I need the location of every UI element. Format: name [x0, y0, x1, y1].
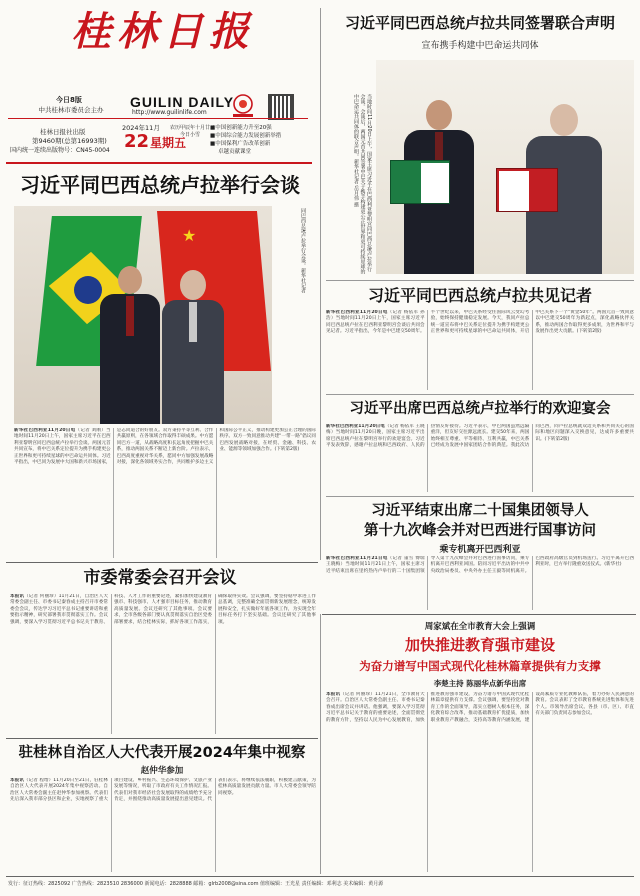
- article4-subhead: 乘专机离开巴西利亚: [439, 545, 521, 555]
- masthead-divider: [8, 118, 308, 119]
- masthead: [0, 0, 315, 160]
- article6-byline: 本报讯: [326, 692, 341, 697]
- lead-body: [14, 428, 316, 558]
- article7-byline: 本报讯: [10, 778, 24, 783]
- lower-section-rule-right: [322, 614, 636, 615]
- publication-info-1: 桂林日报社出版: [40, 128, 86, 136]
- lower-column-divider: [320, 614, 321, 874]
- lower-section-rule: [6, 562, 318, 563]
- article6-text: （记者 何丽珍）11月21日，全市教育大会召开。自治区人大常委会副主任、市委书记秦春成出席会议并讲话。他强调，要深入学习贯彻习近平总书记关于教育的重要论述，全面贯彻党的教育方针，坚持以人民为中心发展教育，加快推进教育强市建设，为奋力谱写中国式现代化桂林篇章提供有力支撑。会议强调，要坚持党对教育工作的全面领导，落实立德树人根本任务，深化教育综合改革，推动基础教育扩优提质，加快职业教育产教融合，支持高等教育内涵发展，建设高素质专业化教师队伍，着力办好人民满意的教育。会议表彰了全市教育系统先进集体和先进个人。市领导出席会议。各县（市、区）、市直有关部门负责同志参加会议。: [326, 692, 634, 723]
- qr-code-icon: [268, 94, 294, 120]
- article3-text: （记者 杨依军 王晓梅）当地时间11月20日晚，国家主席习近平出席巴西总统卢拉在黎明宫举行的欢迎宴会。习近平发表致辞，感谢卢拉总统和巴西政府、人民的热情友好接待。习近平表示，中巴两国虽然远隔重洋，但友好交往源远流长。建交50年来，两国始终相互尊重、平等相待、互利共赢，中巴关系已经成为发展中国家团结合作的典范。我此次访问巴西，同卢拉总统就双边关系和共同关心的国际和地区问题深入交换意见，达成许多重要共识。(下转第2版): [326, 424, 634, 449]
- masthead-logo-text: GUILIN DAILY: [130, 94, 235, 110]
- website-url[interactable]: http://www.guilinlife.com: [132, 109, 207, 116]
- right-top-caption: 当地时间11月20日上午，国家主席习近平在巴西利亚黎明宫同巴西总统卢拉举行会谈。会谈后，两国元首共同签署中巴关于携手构建更公正世界和更可持续星球的中巴命运共同体的联合声明。新华社记者 岳月伟 摄: [353, 94, 372, 274]
- signing-photo: [376, 60, 634, 274]
- article2-headline: 习近平同巴西总统卢拉共见记者: [367, 286, 592, 305]
- article2-byline: 新华社巴西利亚11月20日电: [326, 310, 388, 315]
- article4-headline-2: 第十九次峰会并对巴西进行国事访问: [364, 523, 596, 539]
- article5-text: （记者 何丽珍）11月21日，自治区人大常委会副主任、市委书记秦春成主持召开市委常委会会议，传达学习习近平总书记重要讲话和重要指示精神，研究部署我市贯彻落实工作。会议强调，要深入学习贯彻习近平总书记关于教育、科技、人才工作的重要论述，紧扣加快建设教育强市、科技强市、人才强市目标任务，推动教育高质量发展。会议还研究了其他事项。会议要求，全市各级各部门要认真贯彻落实自治区党委部署要求，结合桂林实际，抓好各项工作落实，确保取得实效。会议强调，要坚持稳中求进工作总基调，完整准确全面贯彻新发展理念，统筹发展和安全，扎实做好年底各项工作，为实现全年目标任务打下坚实基础。会议还研究了其他事项。: [10, 594, 316, 625]
- article7-text: （记者 程增）11月20日至21日，驻桂林自治区人大代表开展2024年集中视察活动。自治区人大常委会副主任赵仲华参加视察。代表们先后深入我市部分县区和企业，实地视察了重大项目建设、乡村振兴、生态环境保护、文旅产业发展等情况，听取了市政府有关工作情况汇报。代表们对我市经济社会发展取得的成绩给予充分肯定，并围绕推动高质量发展提出意见建议。代表们表示，将继续依法履职，积极建言献策，为桂林高质量发展贡献力量。市人大常委会领导陪同视察。: [10, 778, 316, 803]
- article6-kicker: 周家斌在全市教育大会上强调: [424, 622, 536, 632]
- divider-4: [6, 738, 318, 739]
- masthead-bottom-rule: [6, 162, 312, 164]
- index-item-2: ■中国综合能力发展创新举措: [210, 133, 282, 139]
- divider-1: [326, 280, 634, 281]
- article5-byline: 本报讯: [10, 594, 25, 599]
- index-item-4: 卓越贡献课堂: [218, 149, 252, 155]
- date-weekday: 星期五: [150, 136, 187, 150]
- green-folder: [390, 160, 450, 204]
- article3-headline: 习近平出席巴西总统卢拉举行的欢迎宴会: [349, 401, 611, 417]
- index-item-3: ■中国保利广告改革创新: [210, 141, 271, 147]
- lunar-date: 农历甲辰年十月廿二: [170, 125, 216, 131]
- red-folder: [496, 168, 558, 212]
- article7-headline: 驻桂林自治区人大代表开展2024年集中视察: [18, 745, 306, 761]
- solar-term: 今日小雪: [180, 132, 201, 138]
- divider-2: [326, 394, 634, 395]
- lead-photo: ★: [14, 206, 272, 424]
- article5-headline: 市委常委会召开会议: [83, 568, 237, 588]
- right-top-headline: 习近平同巴西总统卢拉共同签署联合声明: [344, 14, 615, 32]
- article6-headline-1: 加快推进教育强市建设: [404, 636, 555, 654]
- right-top-subhead: 宣布携手构建中巴命运共同体: [421, 41, 539, 51]
- article5-body: [10, 594, 316, 734]
- figure-right: [162, 270, 224, 424]
- index-item-1: ■中国创新能力升至20强: [210, 125, 272, 131]
- publication-info-2: 第9460期(总第16993期): [32, 137, 107, 145]
- article4-text: （记者 董雪 傅瑞 王晓梅）当地时间11月21日上午，国家主席习近平结束出席在里约热内卢举行的二十国集团领导人第十九次峰会并对巴西进行国事访问，乘专机离开巴西利亚回国。陪同习近平出访的中共中央政治局委员、中央外办主任王毅等同机离开。巴西政府高级官员到机场送行。习近平离开巴西利亚时，巴方举行隆重欢送仪式。(新华社): [326, 556, 634, 574]
- date-line: 2024年11月: [122, 124, 160, 132]
- article2-body: [326, 310, 634, 390]
- article4-byline: 新华社巴西利亚11月21日电: [326, 556, 388, 561]
- divider-3: [326, 496, 634, 497]
- figure-left: [100, 266, 160, 424]
- article7-body: [10, 778, 316, 872]
- article6-byline-line: 李楚主持 陈丽华点新华出席: [433, 679, 527, 688]
- article3-body: [326, 424, 634, 492]
- lead-headline: 习近平同巴西总统卢拉举行会谈: [20, 173, 300, 197]
- footer-rule: [6, 876, 634, 877]
- edition-count: 今日8版: [56, 96, 82, 104]
- article2-text: （记者 杨依军 孙浩）当地时间11月20日上午，国家主席习近平同巴西总统卢拉在巴西利亚黎明宫会谈后共同会见记者。习近平指出，今年是中巴建交50周年。半个世纪以来，中巴关系经受住国际风云变幻考验，始终保持健康稳定发展。今天，我同卢拉总统一道宣布将中巴关系定位提升为携手构建更公正世界和更可持续星球的中巴命运共同体，开启中巴关系下一个“黄金50年”。两国元首一致同意以中巴建交50周年为新起点，深化战略伙伴关系，推动两国合作取得更多成果，为世界和平与发展作出更大贡献。(下转第2版): [326, 310, 634, 335]
- article6-headline-2: 为奋力谱写中国式现代化桂林篇章提供有力支撑: [359, 659, 601, 673]
- article6-body: [326, 692, 634, 872]
- page-column-divider: [320, 8, 321, 560]
- article4-body: [326, 556, 634, 610]
- article4-headline-1: 习近平结束出席二十国集团领导人: [371, 503, 589, 519]
- masthead-title: 桂林日报: [71, 8, 255, 55]
- date-day: 22: [124, 131, 150, 152]
- lead-byline: 新华社巴西利亚11月20日电: [14, 428, 76, 433]
- lead-photo-caption: 同巴西总统卢拉举行会谈。新华社记者: [300, 208, 306, 293]
- article3-byline: 新华社巴西利亚11月20日电: [326, 424, 385, 429]
- publisher: 中共桂林市委员会主办: [38, 106, 104, 114]
- lead-text: （记者 刘刚）当地时间11月20日上午，国家主席习近平在巴西利亚黎明宫同巴西总统卢拉举行会谈。两国元首共同宣布，将中巴关系定位提升为携手构建更公正世界和更可持续星球的中巴命运共同体。习近平指出，中巴同为发展中大国和新兴市场国家，是志同道合的好朋友。双方秉持平等互利、合作共赢原则，在各领域合作取得丰硕成果。中方愿同巴方一道，从战略高度和长远角度把握中巴关系，推动两国关系不断迈上新台阶。卢拉表示，巴西高度重视对华关系，愿同中方加强发展战略对接，深化各领域务实合作，共同维护多边主义和国际公平正义，推动构建更加公正合理的国际秩序。双方一致同意推动共建“一带一路”倡议同巴西发展战略对接，在经贸、金融、科技、农业、能源等领域加强合作。(下转第2版): [14, 428, 316, 466]
- publication-info-3: 国内统一连续出版物号：CN45-0004: [10, 147, 110, 154]
- footer-info: 发行：征订热线：2825092 广告热线：2823510 2836000 新闻电话：2828888 邮箱：glrb2008@sina.com 值班编辑：王光星 责任编辑：邓利志 美术编辑：黄月源: [8, 881, 384, 887]
- article7-subhead: 赵仲华参加: [140, 766, 184, 776]
- masthead-emblem: [228, 93, 258, 119]
